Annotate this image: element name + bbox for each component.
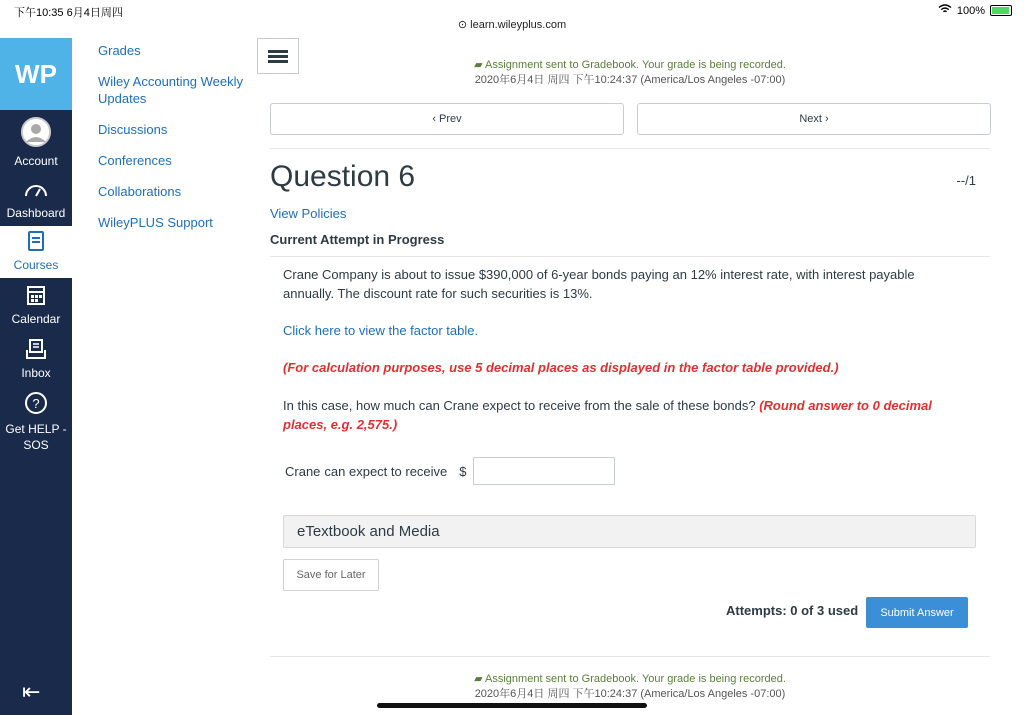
home-indicator[interactable] (377, 703, 647, 708)
submit-answer-button[interactable]: Submit Answer (866, 597, 968, 628)
divider (270, 256, 990, 257)
nav-calendar[interactable]: Calendar (0, 284, 72, 326)
dashboard-icon (0, 180, 72, 203)
gradebook-notice-top: ▰ Assignment sent to Gradebook. Your grade is being recorded. 2020年6月4日 周四 下午10:24:37 (America/Los Angeles -07:00) (474, 59, 786, 86)
prev-button[interactable]: ‹ Prev (270, 103, 624, 135)
course-nav (98, 42, 248, 245)
status-bar (0, 0, 1024, 20)
wp-logo[interactable]: WP (0, 38, 72, 110)
inbox-icon (0, 338, 72, 363)
course-nav-conferences[interactable]: Conferences (98, 153, 172, 168)
nav-courses[interactable]: Courses (0, 226, 72, 278)
book-icon: ▰ (474, 673, 483, 685)
nav-dashboard[interactable]: Dashboard (0, 180, 72, 220)
svg-text:?: ? (32, 396, 40, 411)
collapse-nav-icon[interactable]: ⇤ (22, 679, 41, 704)
course-nav-discussions[interactable]: Discussions (98, 122, 168, 137)
global-nav (0, 38, 72, 715)
answer-row (285, 457, 615, 485)
etextbook-media-panel[interactable]: eTextbook and Media (283, 515, 976, 548)
attempt-status: Current Attempt in Progress (270, 232, 445, 247)
question-prompt: In this case, how much can Crane expect to receive from the sale of these bonds? (Round answer to 0 decimal places, e.g. 2,575.) (283, 398, 932, 432)
divider (270, 148, 990, 149)
url-text: learn.wileyplus.com (470, 19, 567, 31)
rounding-note: (Round answer to 0 decimal places, e.g. 2,575.) (283, 398, 932, 432)
next-button[interactable]: Next › (637, 103, 991, 135)
nav-help[interactable]: ? Get HELP - SOS (0, 391, 72, 453)
courses-icon (0, 230, 72, 255)
currency-symbol: $ (459, 463, 467, 479)
attempts-count: Attempts: 0 of 3 used (726, 603, 859, 618)
question-text: Crane Company is about to issue $390,000 of 6-year bonds paying an 12% interest rate, with interest payable annually. The discount rate for such securities is 13%. (283, 267, 915, 301)
book-icon: ▰ (474, 59, 483, 71)
battery-icon (990, 5, 1012, 16)
course-nav-grades[interactable]: Grades (98, 43, 141, 58)
account-icon (0, 116, 72, 151)
calendar-icon (0, 284, 72, 309)
status-time: 下午10:35 6月4日周四 (14, 7, 123, 19)
nav-inbox[interactable]: Inbox (0, 338, 72, 380)
answer-label-company: Crane (285, 463, 321, 479)
save-for-later-button[interactable]: Save for Later (283, 559, 379, 591)
help-icon (0, 391, 72, 418)
view-policies-link[interactable]: View Policies (270, 206, 347, 221)
gradebook-notice-bottom: ▰ Assignment sent to Gradebook. Your grade is being recorded. 2020年6月4日 周四 下午10:24:37 (America/Los Angeles -07:00) (474, 673, 786, 700)
divider (270, 656, 990, 657)
battery-percent: 100% (956, 4, 985, 17)
question-body (283, 265, 963, 434)
wifi-icon (938, 4, 952, 17)
factor-table-link[interactable]: Click here to view the factor table. (283, 323, 479, 338)
url-bar[interactable]: ⊙ learn.wileyplus.com (457, 19, 567, 31)
course-nav-collaborations[interactable]: Collaborations (98, 184, 182, 199)
nav-account[interactable]: Account (0, 116, 72, 168)
question-title: Question 6 (270, 160, 416, 193)
answer-input[interactable] (473, 457, 615, 485)
calculation-note: (For calculation purposes, use 5 decimal places as displayed in the factor table provided.) (283, 360, 839, 375)
course-nav-wiley-updates[interactable]: Wiley Accounting Weekly Updates (98, 74, 243, 106)
question-points: --/1 (956, 173, 976, 188)
answer-label: can expect to receive (324, 463, 448, 479)
course-nav-support[interactable]: WileyPLUS Support (98, 215, 213, 230)
